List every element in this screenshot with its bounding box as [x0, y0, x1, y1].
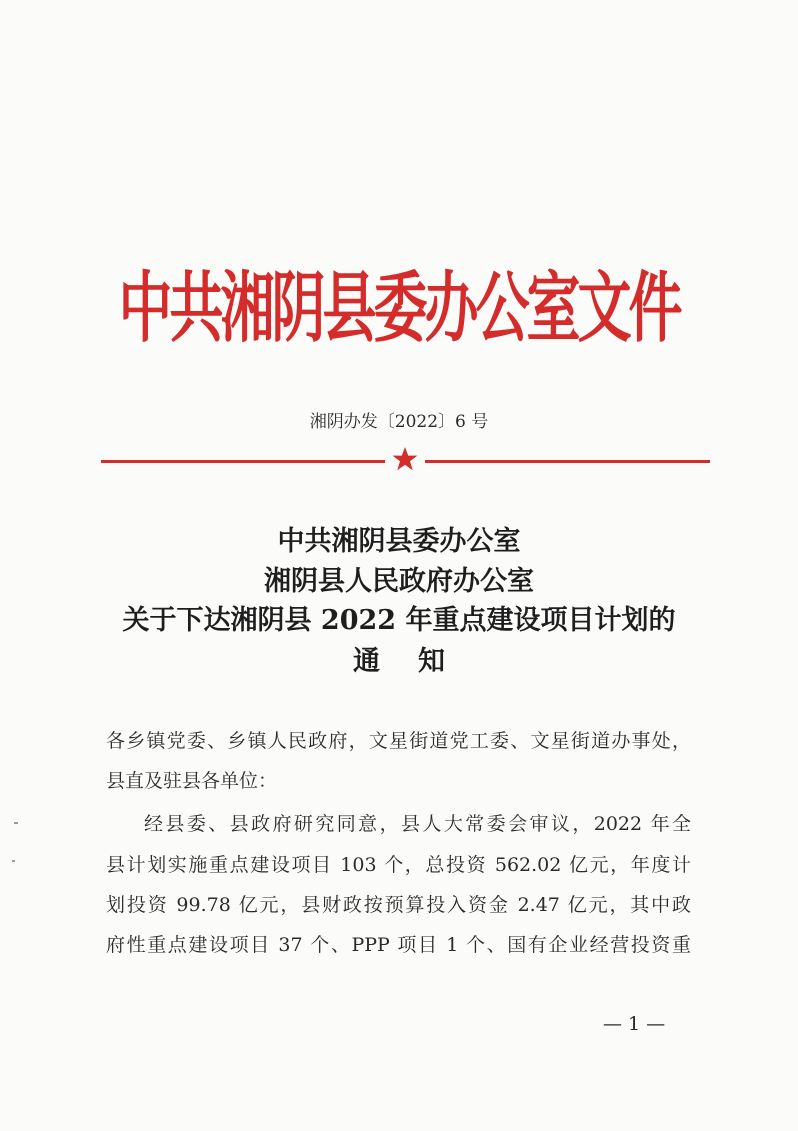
recipients-line-1: 各乡镇党委、乡镇人民政府，文星街道党工委、文星街道办事处， — [106, 730, 691, 752]
page-number: — 1 — — [603, 1013, 666, 1035]
recipients-line-2: 县直及驻县各单位： — [106, 770, 278, 792]
body-paragraph-line-4: 府性重点建设项目 37 个、PPP 项目 1 个、国有企业经营投资重 — [106, 934, 691, 956]
body-paragraph-line-2: 县计划实施重点建设项目 103 个，总投资 562.02 亿元，年度计 — [106, 854, 691, 876]
scan-speck — [14, 822, 18, 824]
red-rule-left — [101, 460, 385, 463]
document-number: 湘阴办发〔2022〕6 号 — [309, 412, 489, 432]
body-paragraph-line-3: 划投资 99.78 亿元，县财政按预算投入资金 2.47 亿元，其中政 — [106, 894, 691, 916]
notice-title-line-2: 湘阴县人民政府办公室 — [264, 566, 534, 597]
notice-title-line-3: 关于下达湘阴县 2022 年重点建设项目计划的 — [122, 605, 676, 636]
notice-title-line-4: 通知 — [353, 646, 483, 677]
masthead-title: 中共湘阴县委办公室文件 — [118, 263, 680, 354]
star-icon — [392, 446, 418, 472]
scan-speck — [12, 860, 15, 862]
notice-title-line-1: 中共湘阴县委办公室 — [277, 526, 521, 557]
red-rule-right — [425, 460, 710, 463]
body-paragraph-line-1: 经县委、县政府研究同意，县人大常委会审议，2022 年全 — [144, 813, 691, 835]
